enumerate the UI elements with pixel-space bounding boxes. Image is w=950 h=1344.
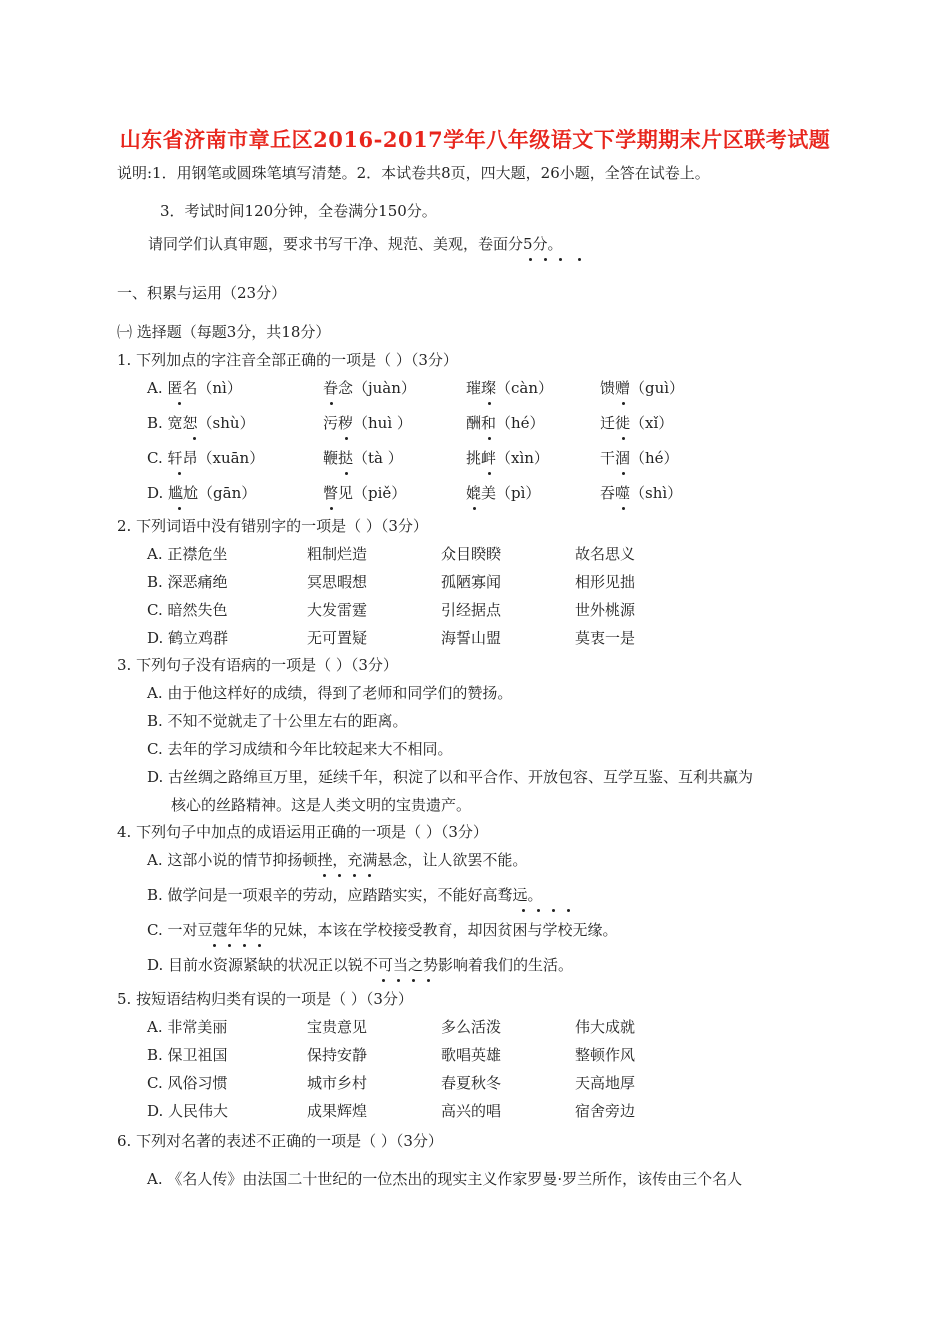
q2-b-1: B. 深恶痛绝 — [147, 573, 228, 591]
instruction-line-1: 说明:1．用钢笔或圆珠笔填写清楚。2．本试卷共8页，四大题，26小题，全答在试卷上。 — [117, 164, 710, 182]
q1-a-3: 璀璨（càn） — [466, 379, 554, 397]
emphasis-dot — [397, 979, 400, 982]
q5-d-1: D. 人民伟大 — [147, 1102, 229, 1120]
emphasis-dot — [488, 472, 491, 475]
emphasis-dot — [345, 437, 348, 440]
q3-option-a: A. 由于他这样好的成绩，得到了老师和同学们的赞扬。 — [147, 684, 513, 702]
emphasis-dot — [522, 909, 525, 912]
q3-option-d: D. 古丝绸之路绵亘万里，延续千年，积淀了以和平合作、开放包容、互学互鉴、互利共赢为 — [147, 768, 754, 786]
q2-c-2: 大发雷霆 — [307, 601, 368, 619]
emphasis-dot — [537, 909, 540, 912]
emphasis-dot — [552, 909, 555, 912]
q4-option-b: B. 做学问是一项艰辛的劳动，应踏踏实实，不能好高骛远。 — [147, 886, 543, 904]
emphasis-dot — [427, 979, 430, 982]
q2-a-4: 故名思义 — [575, 545, 636, 563]
emphasis-dot — [345, 472, 348, 475]
q3-option-b: B. 不知不觉就走了十公里左右的距离。 — [147, 712, 408, 730]
emphasis-dot — [488, 437, 491, 440]
emphasis-dot — [622, 472, 625, 475]
question-6-stem: 6. 下列对名著的表述不正确的一项是（ ）（3分） — [117, 1132, 443, 1150]
q2-d-3: 海誓山盟 — [441, 629, 502, 647]
emphasis-dot — [622, 402, 625, 405]
question-4-stem: 4. 下列句子中加点的成语运用正确的一项是（ ）（3分） — [117, 823, 488, 841]
q5-d-4: 宿舍旁边 — [575, 1102, 636, 1120]
q5-c-3: 春夏秋冬 — [441, 1074, 502, 1092]
emphasis-dot — [338, 874, 341, 877]
q5-b-3: 歌唱英雄 — [441, 1046, 502, 1064]
q5-c-2: 城市乡村 — [307, 1074, 368, 1092]
q1-c-2: 鞭挞（tà ） — [323, 449, 403, 467]
question-3-stem: 3. 下列句子没有语病的一项是（ ）（3分） — [117, 656, 398, 674]
emphasis-dot — [178, 472, 181, 475]
emphasis-dot — [258, 944, 261, 947]
q2-b-3: 孤陋寡闻 — [441, 573, 502, 591]
q1-a-1: A. 匿名（nì） — [147, 379, 242, 397]
emphasis-dot — [529, 258, 532, 261]
emphasis-dot — [412, 979, 415, 982]
emphasis-dot — [567, 909, 570, 912]
q4-option-a: A. 这部小说的情节抑扬顿挫，充满悬念，让人欲罢不能。 — [147, 851, 528, 869]
q1-b-1: B. 宽恕（shù） — [147, 414, 255, 432]
question-5-stem: 5. 按短语结构归类有误的一项是（ ）（3分） — [117, 990, 413, 1008]
emphasis-dot — [178, 507, 181, 510]
section-heading: 一、积累与运用（23分） — [117, 284, 287, 302]
q2-d-4: 莫衷一是 — [575, 629, 636, 647]
q5-c-4: 天高地厚 — [575, 1074, 636, 1092]
q5-a-1: A. 非常美丽 — [147, 1018, 228, 1036]
page-title: 山东省济南市章丘区2016-2017学年八年级语文下学期期末片区联考试题 — [119, 127, 831, 152]
q4-option-d: D. 目前水资源紧缺的状况正以锐不可当之势影响着我们的生活。 — [147, 956, 574, 974]
question-2-stem: 2. 下列词语中没有错别字的一项是（ ）（3分） — [117, 517, 428, 535]
q3-option-d-continued: 核心的丝路精神。这是人类文明的宝贵遗产。 — [171, 796, 472, 814]
q1-c-4: 干涸（hé） — [600, 449, 679, 467]
q3-option-c: C. 去年的学习成绩和今年比较起来大不相同。 — [147, 740, 453, 758]
q4-option-c: C. 一对豆蔻年华的兄妹，本该在学校接受教育，却因贫困与学校无缘。 — [147, 921, 618, 939]
q1-a-4: 馈赠（guì） — [600, 379, 685, 397]
q5-c-1: C. 风俗习惯 — [147, 1074, 228, 1092]
q2-d-1: D. 鹤立鸡群 — [147, 629, 229, 647]
sub-section-heading: ㈠ 选择题（每题3分，共18分） — [117, 323, 331, 341]
q1-c-3: 挑衅（xìn） — [466, 449, 549, 467]
q1-b-2: 污秽（huì ） — [323, 414, 412, 432]
emphasis-dot — [622, 437, 625, 440]
emphasis-dot — [473, 507, 476, 510]
q5-a-3: 多么活泼 — [441, 1018, 502, 1036]
emphasis-dot — [368, 874, 371, 877]
emphasis-dot — [544, 258, 547, 261]
emphasis-dot — [353, 874, 356, 877]
emphasis-dot — [178, 402, 181, 405]
q1-d-2: 瞥见（piě） — [323, 484, 407, 502]
q1-b-4: 迁徙（xǐ） — [600, 414, 674, 432]
q2-b-4: 相形见拙 — [575, 573, 636, 591]
q2-c-4: 世外桃源 — [575, 601, 636, 619]
q5-b-2: 保持安静 — [307, 1046, 368, 1064]
emphasis-dot — [243, 944, 246, 947]
emphasis-dot — [578, 258, 581, 261]
q5-a-2: 宝贵意见 — [307, 1018, 368, 1036]
emphasis-dot — [330, 402, 333, 405]
instruction-line-2: 3．考试时间120分钟，全卷满分150分。 — [160, 202, 437, 220]
q5-d-2: 成果辉煌 — [307, 1102, 368, 1120]
emphasis-dot — [193, 437, 196, 440]
q1-b-3: 酬和（hé） — [466, 414, 545, 432]
q2-c-1: C. 暗然失色 — [147, 601, 228, 619]
q5-b-1: B. 保卫祖国 — [147, 1046, 228, 1064]
emphasis-dot — [323, 874, 326, 877]
q5-d-3: 高兴的唱 — [441, 1102, 502, 1120]
q2-d-2: 无可置疑 — [307, 629, 368, 647]
q1-a-2: 眷念（juàn） — [323, 379, 416, 397]
emphasis-dot — [382, 979, 385, 982]
q2-a-2: 粗制烂造 — [307, 545, 368, 563]
emphasis-dot — [213, 944, 216, 947]
q1-c-1: C. 轩昂（xuān） — [147, 449, 265, 467]
emphasis-dot — [330, 507, 333, 510]
q1-d-4: 吞噬（shì） — [600, 484, 683, 502]
question-1-stem: 1. 下列加点的字注音全部正确的一项是（ ）（3分） — [117, 351, 458, 369]
q5-b-4: 整顿作风 — [575, 1046, 636, 1064]
q1-d-3: 媲美（pì） — [466, 484, 541, 502]
q5-a-4: 伟大成就 — [575, 1018, 636, 1036]
q1-d-1: D. 尴尬（gān） — [147, 484, 257, 502]
q6-option-a: A. 《名人传》由法国二十世纪的一位杰出的现实主义作家罗曼·罗兰所作，该传由三个名人 — [147, 1170, 743, 1188]
emphasis-dot — [622, 507, 625, 510]
emphasis-dot — [559, 258, 562, 261]
q2-a-1: A. 正襟危坐 — [147, 545, 228, 563]
emphasis-dot — [488, 402, 491, 405]
q2-a-3: 众目睽睽 — [441, 545, 502, 563]
emphasis-dot — [228, 944, 231, 947]
q2-b-2: 冥思暇想 — [307, 573, 368, 591]
q2-c-3: 引经据点 — [441, 601, 502, 619]
instruction-line-3: 请同学们认真审题，要求书写干净、规范、美观，卷面分5分。 — [148, 235, 563, 253]
